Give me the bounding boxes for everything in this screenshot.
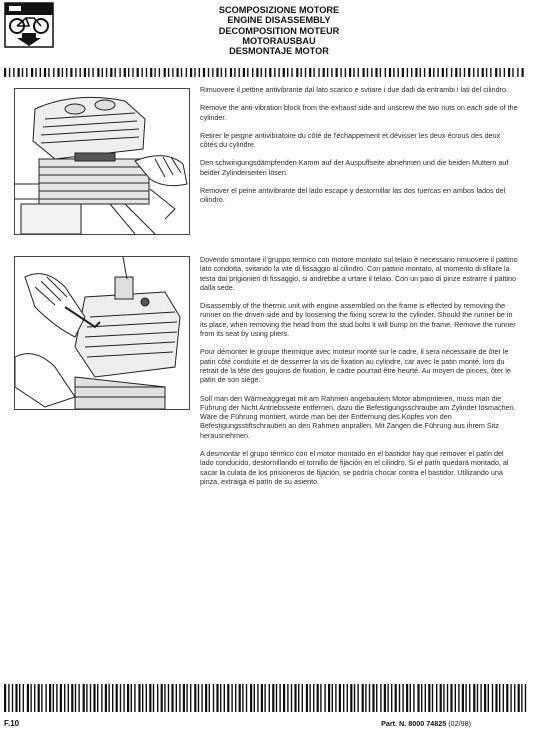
bottom-barcode-strip: [4, 684, 527, 712]
paragraph-fr: Retirer le peigne antivibratoire du côté de l'échappement et dévisser les deux écrous des deux côtés du cylindre.: [200, 130, 501, 150]
section2-text: [200, 255, 518, 495]
paragraph-fr: Pour démonter le groupe thermique avec moteur monté sur le cadre, il sera nécessaire de ôter le patin côté conduite et de desserrer la vis de fixation au cylindre, car avec le patin monté, lors du retrait de la tête des goujons de fixation, le cadre pourrait être heurté. Au moyen de pinces, ôter le patin de son siège.: [200, 347, 511, 385]
page-number: F.10: [4, 719, 20, 728]
part-number: [381, 719, 471, 728]
paragraph-de: Den schwingungsdämpfenden Kamm auf der Auspuffseite abnehmen und die beiden Muttern auf beider Zylinderseiten lösen.: [200, 158, 509, 177]
top-barcode-strip: [4, 68, 524, 77]
part-number-label: Part. N. 8000 74825: [381, 719, 447, 728]
cylinder-vibration-damper-illustration: [15, 89, 189, 234]
title-de: MOTORAUSBAU: [242, 35, 316, 46]
paragraph-en: Disassembly of the thermic unit with engine assembled on the frame is effected by removing the runner on the driven side and by loosening the fixing screw to the cylinder. Should the runner be in its place, when removing the head from the stud bolts it will bump on the frame. Remove the runner from its seat by using pliers.: [200, 301, 516, 339]
figure-thermal-unit: [14, 256, 190, 410]
paragraph-it: Rimuovere il pettine antivibrante dal lato scarico e svitare i due dadi da entrambi i lati del cilindro.: [200, 85, 509, 94]
engine-wrench-arrow-icon: [4, 2, 54, 48]
title-it: SCOMPOSIZIONE MOTORE: [218, 5, 340, 15]
paragraph-it: Dovendo smontare il gruppo termico con motore montato sul telaio è necessario rimuovere il pattino lato condotta, svitando la vite di fissaggio al cilindro. Con pattino montato, al momento di sfilare la testa dai prigionieri di fissaggio, si andrebbe a urtare il telaio. Con un paio di pinze estrarre il pattino dalla sede.: [200, 255, 518, 292]
paragraph-es: A desmontar el grupo térmico con el motor montado en el bastidor hay que remover el patín del lado conducido, destornillando el tornillo de fijación en el cilindro. Si el patín quedará montado, al sacar la culata de los prisioneros de fijación, se podría chocar contra el bastidor. Utilizando una pinza, extraiga el patín de su asiento.: [200, 449, 509, 486]
paragraph-en: Remove the anti-vibration block from the exhaust side and unscrew the two nuts on each side of the cylinder.: [200, 103, 518, 122]
page-title: [214, 5, 344, 56]
title-fr: DECOMPOSITION MOTEUR: [218, 25, 340, 36]
paragraph-es: Remover el peine antivibrante del lado escape y destornillar las dos tuercas en ambos lados del cilindro.: [200, 186, 506, 205]
edition-date: (02/98): [448, 719, 471, 728]
section1-text: [200, 85, 518, 214]
paragraph-de: Soll man den Wärmeaggregat mit am Rahmen angebautem Motor abmontieren, muss man die Führung der Nicht Antriebsseite entfernen, dazu die Befestigungsschraube am Zylinder lösmachen. Wäre die Führung montiert, würde man bei der Entfernung des Kopfes von den Befestigungsstiftschrauben an den Rahmen anprallen. Mit Zangen die Führung aus ihrem Sitz herausnehmen.: [200, 393, 516, 440]
title-es: DESMONTAJE MOTOR: [229, 46, 329, 57]
title-en: ENGINE DISASSEMBLY: [227, 15, 331, 26]
figure-cylinder-damper: [14, 88, 190, 235]
thermal-unit-removal-illustration: [15, 257, 189, 409]
